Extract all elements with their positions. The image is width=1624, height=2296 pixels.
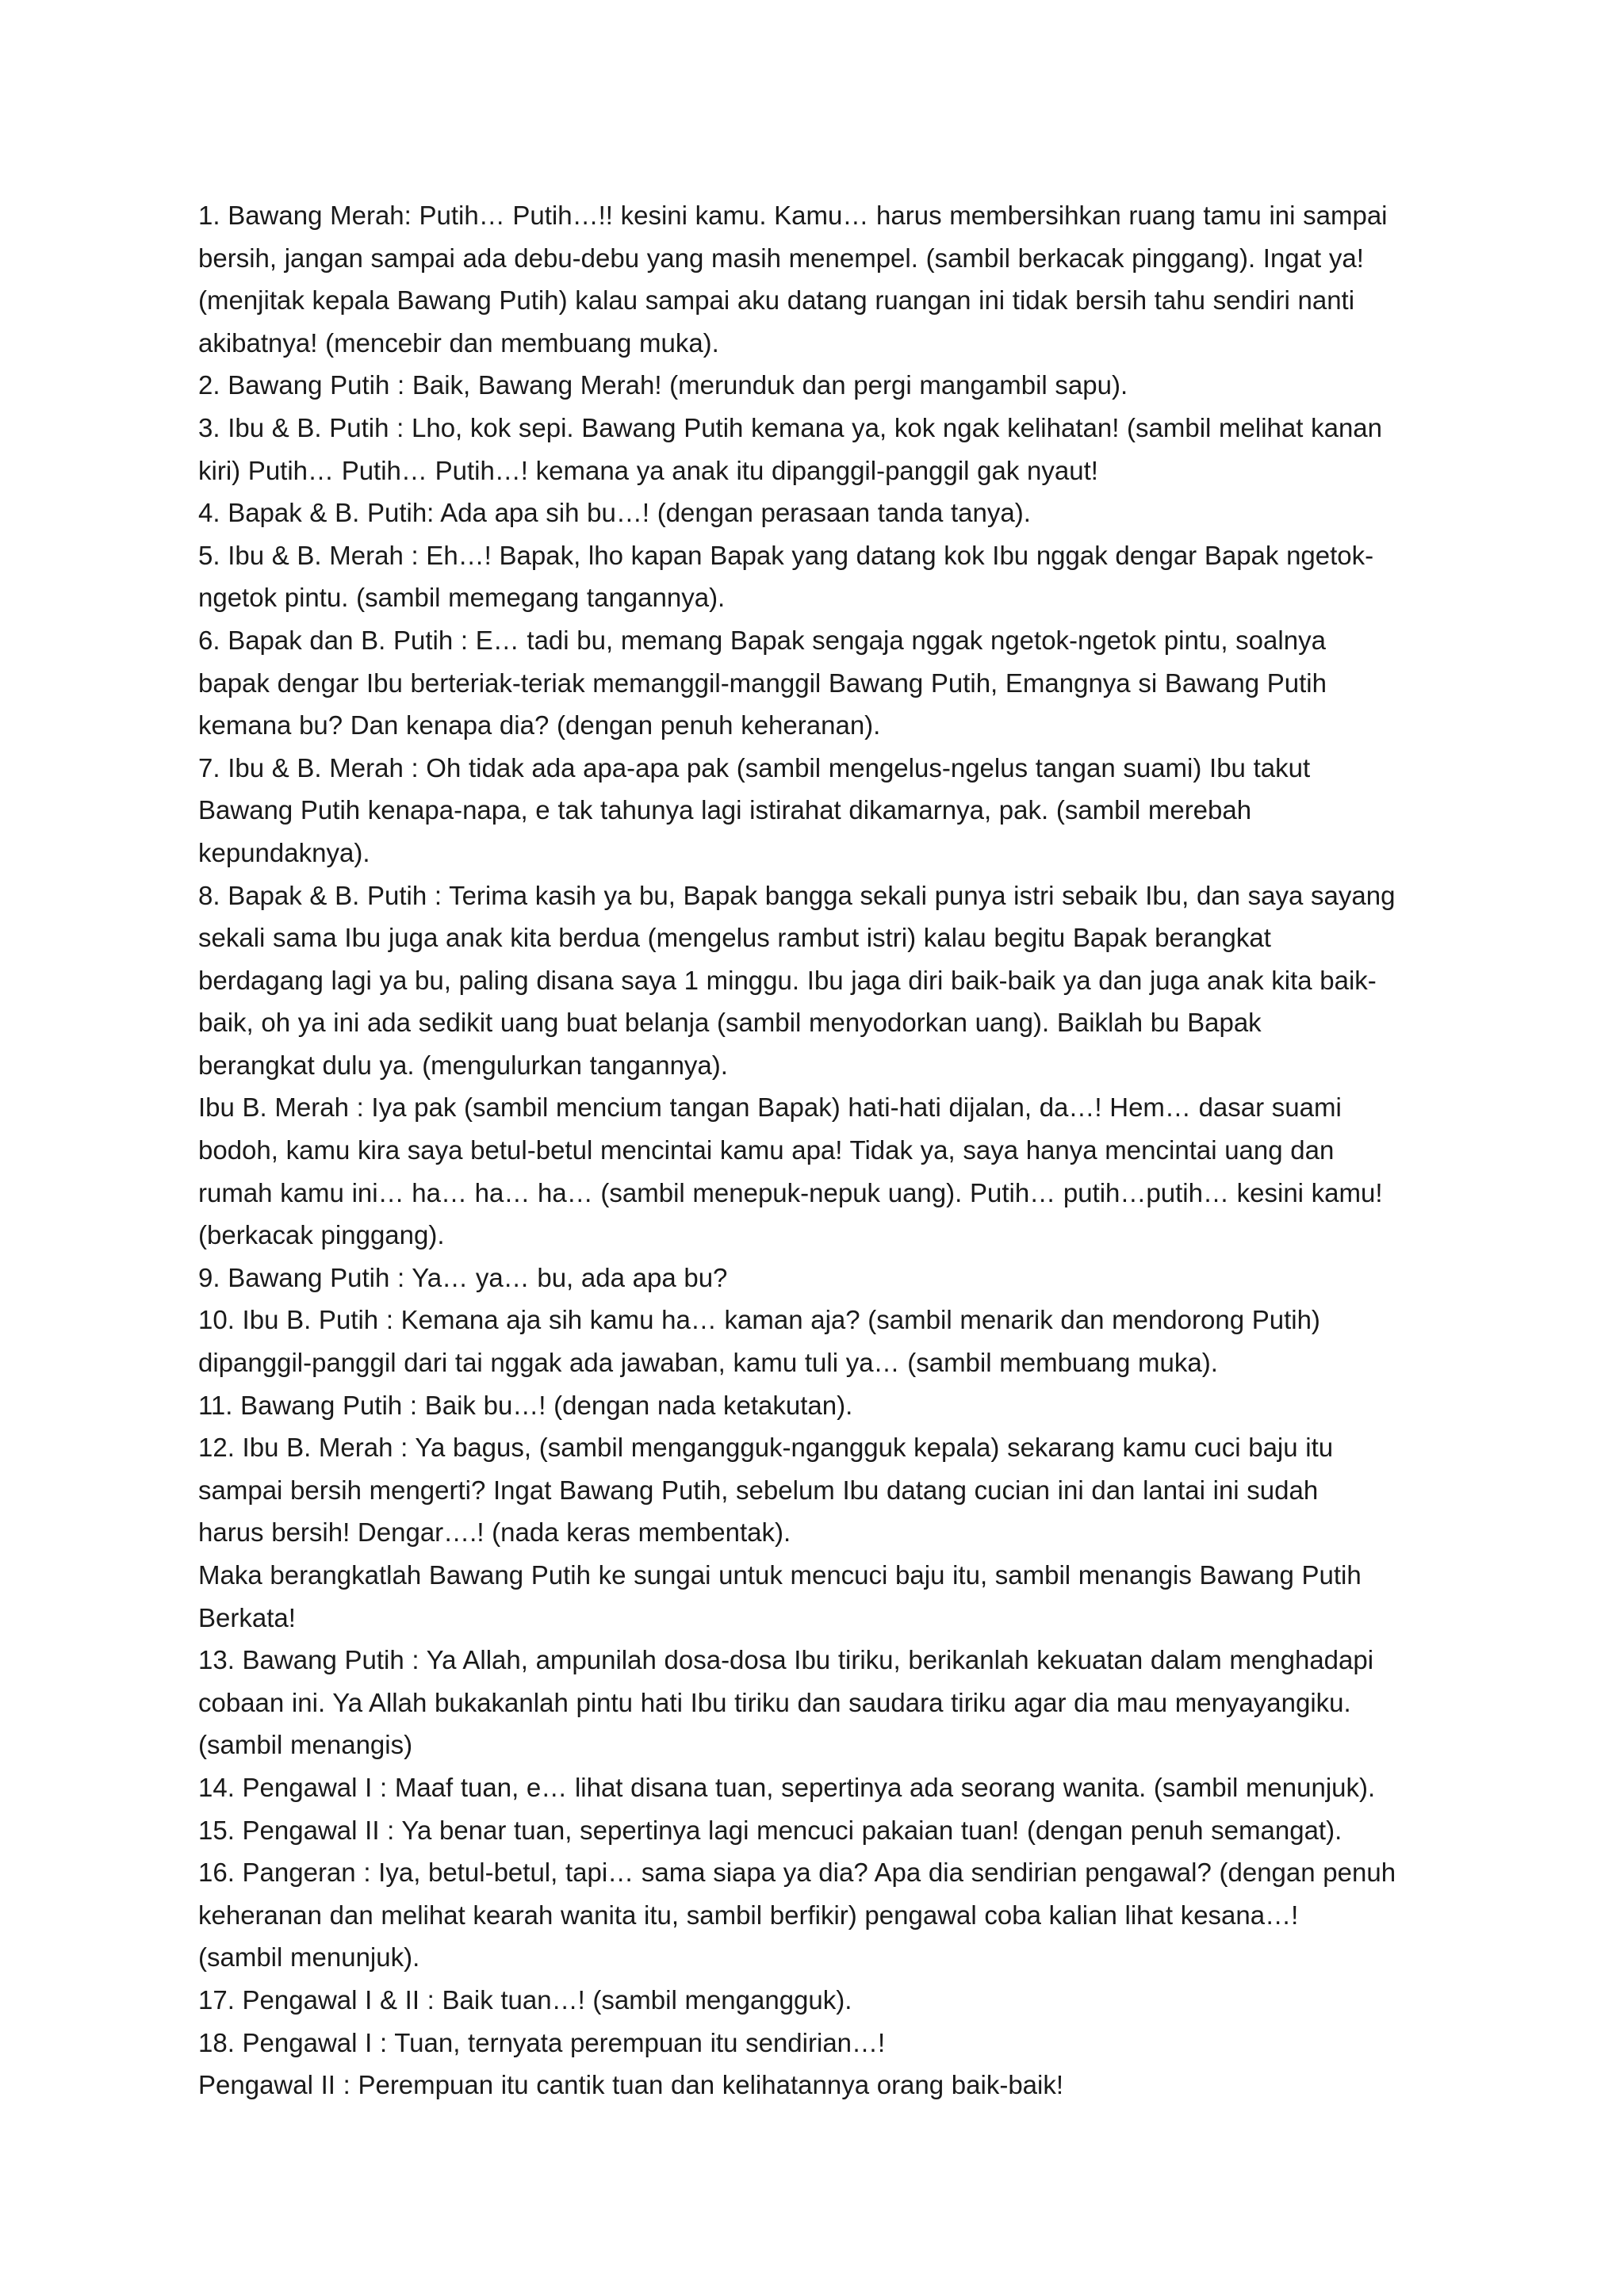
text-line: 7. Ibu & B. Merah : Oh tidak ada apa-apa pak (sambil mengelus-ngelus tangan suami) Ibu takut xyxy=(198,752,1311,783)
text-line: 12. Ibu B. Merah : Ya bagus, (sambil mengangguk-ngangguk kepala) sekarang kamu cuci baju itu xyxy=(198,1433,1334,1463)
text-line: sekali sama Ibu juga anak kita berdua (mengelus rambut istri) kalau begitu Bapak berangkat xyxy=(198,923,1271,953)
text-line: 8. Bapak & B. Putih : Terima kasih ya bu, Bapak bangga sekali punya istri sebaik Ibu, dan saya sayang xyxy=(198,880,1396,910)
text-line: bersih, jangan sampai ada debu-debu yang masih menempel. (sambil berkacak pinggang). Ingat ya! xyxy=(198,243,1364,273)
text-line: bapak dengar Ibu berteriak-teriak memanggil-manggil Bawang Putih, Emangnya si Bawang Putih xyxy=(198,668,1327,698)
text-line: 15. Pengawal II : Ya benar tuan, sepertinya lagi mencuci pakaian tuan! (dengan penuh semangat). xyxy=(198,1815,1342,1845)
text-line: 13. Bawang Putih : Ya Allah, ampunilah dosa-dosa Ibu tiriku, berikanlah kekuatan dalam menghadapi xyxy=(198,1645,1374,1675)
text-line: baik, oh ya ini ada sedikit uang buat belanja (sambil menyodorkan uang). Baiklah bu Bapak xyxy=(198,1008,1262,1038)
text-line: kemana bu? Dan kenapa dia? (dengan penuh keheranan). xyxy=(198,710,881,740)
text-line: rumah kamu ini… ha… ha… ha… (sambil menepuk-nepuk uang). Putih… putih…putih… kesini kamu! xyxy=(198,1177,1383,1207)
text-line: Maka berangkatlah Bawang Putih ke sungai untuk mencuci baju itu, sambil menangis Bawang Putih xyxy=(198,1560,1362,1590)
text-line: 4. Bapak & B. Putih: Ada apa sih bu…! (dengan perasaan tanda tanya). xyxy=(198,498,1031,528)
text-line: ngetok pintu. (sambil memegang tangannya). xyxy=(198,583,726,613)
text-line: Berkata! xyxy=(198,1602,296,1632)
text-line: keheranan dan melihat kearah wanita itu, sambil berfikir) pengawal coba kalian lihat kesana…! xyxy=(198,1900,1299,1930)
text-line: sampai bersih mengerti? Ingat Bawang Putih, sebelum Ibu datang cucian ini dan lantai ini sudah xyxy=(198,1475,1319,1505)
text-line: akibatnya! (mencebir dan membuang muka). xyxy=(198,327,719,358)
text-line: berangkat dulu ya. (mengulurkan tangannya). xyxy=(198,1050,728,1080)
text-line: kiri) Putih… Putih… Putih…! kemana ya anak itu dipanggil-panggil gak nyaut! xyxy=(198,455,1098,485)
text-line: (berkacak pinggang). xyxy=(198,1220,445,1250)
text-line: 2. Bawang Putih : Baik, Bawang Merah! (merunduk dan pergi mangambil sapu). xyxy=(198,370,1128,400)
text-line: 17. Pengawal I & II : Baik tuan…! (sambil mengangguk). xyxy=(198,1984,852,2015)
text-line: 1. Bawang Merah: Putih… Putih…!! kesini kamu. Kamu… harus membersihkan ruang tamu ini sampai xyxy=(198,201,1388,230)
text-line: 10. Ibu B. Putih : Kemana aja sih kamu ha… kaman aja? (sambil menarik dan mendorong Putih) xyxy=(198,1305,1320,1335)
text-line: (sambil menunjuk). xyxy=(198,1942,420,1973)
text-line: 18. Pengawal I : Tuan, ternyata perempuan itu sendirian…! xyxy=(198,2027,886,2057)
text-line: 5. Ibu & B. Merah : Eh…! Bapak, lho kapan Bapak yang datang kok Ibu nggak dengar Bapak ngetok- xyxy=(198,540,1374,570)
text-line: 11. Bawang Putih : Baik bu…! (dengan nada ketakutan). xyxy=(198,1390,853,1420)
text-line: bodoh, kamu kira saya betul-betul mencintai kamu apa! Tidak ya, saya hanya mencintai uang dan xyxy=(198,1135,1335,1165)
text-line: (sambil menangis) xyxy=(198,1730,413,1760)
text-line: 16. Pangeran : Iya, betul-betul, tapi… sama siapa ya dia? Apa dia sendirian pengawal? (dengan penuh xyxy=(198,1858,1396,1888)
text-line: Ibu B. Merah : Iya pak (sambil mencium tangan Bapak) hati-hati dijalan, da…! Hem… dasar suami xyxy=(198,1093,1342,1123)
text-line: berdagang lagi ya bu, paling disana saya 1 minggu. Ibu jaga diri baik-baik ya dan juga anak kita baik- xyxy=(198,965,1377,995)
text-line: cobaan ini. Ya Allah bukakanlah pintu hati Ibu tiriku dan saudara tiriku agar dia mau menyayangiku. xyxy=(198,1687,1351,1717)
text-line: 14. Pengawal I : Maaf tuan, e… lihat disana tuan, sepertinya ada seorang wanita. (sambil menunjuk). xyxy=(198,1772,1376,1802)
text-line: harus bersih! Dengar….! (nada keras membentak). xyxy=(198,1517,791,1548)
text-line: Pengawal II : Perempuan itu cantik tuan dan kelihatannya orang baik-baik! xyxy=(198,2070,1064,2100)
text-line: 9. Bawang Putih : Ya… ya… bu, ada apa bu? xyxy=(198,1262,728,1292)
document-body xyxy=(198,194,1451,2107)
text-line: 3. Ibu & B. Putih : Lho, kok sepi. Bawang Putih kemana ya, kok ngak kelihatan! (sambil melihat kanan xyxy=(198,412,1383,442)
text-line: kepundaknya). xyxy=(198,837,370,867)
text-line: Bawang Putih kenapa-napa, e tak tahunya lagi istirahat dikamarnya, pak. (sambil merebah xyxy=(198,795,1252,825)
text-line: 6. Bapak dan B. Putih : E… tadi bu, memang Bapak sengaja nggak ngetok-ngetok pintu, soalnya xyxy=(198,625,1326,655)
text-line: dipanggil-panggil dari tai nggak ada jawaban, kamu tuli ya… (sambil membuang muka). xyxy=(198,1348,1218,1378)
text-line: (menjitak kepala Bawang Putih) kalau sampai aku datang ruangan ini tidak bersih tahu sendiri nanti xyxy=(198,285,1355,316)
